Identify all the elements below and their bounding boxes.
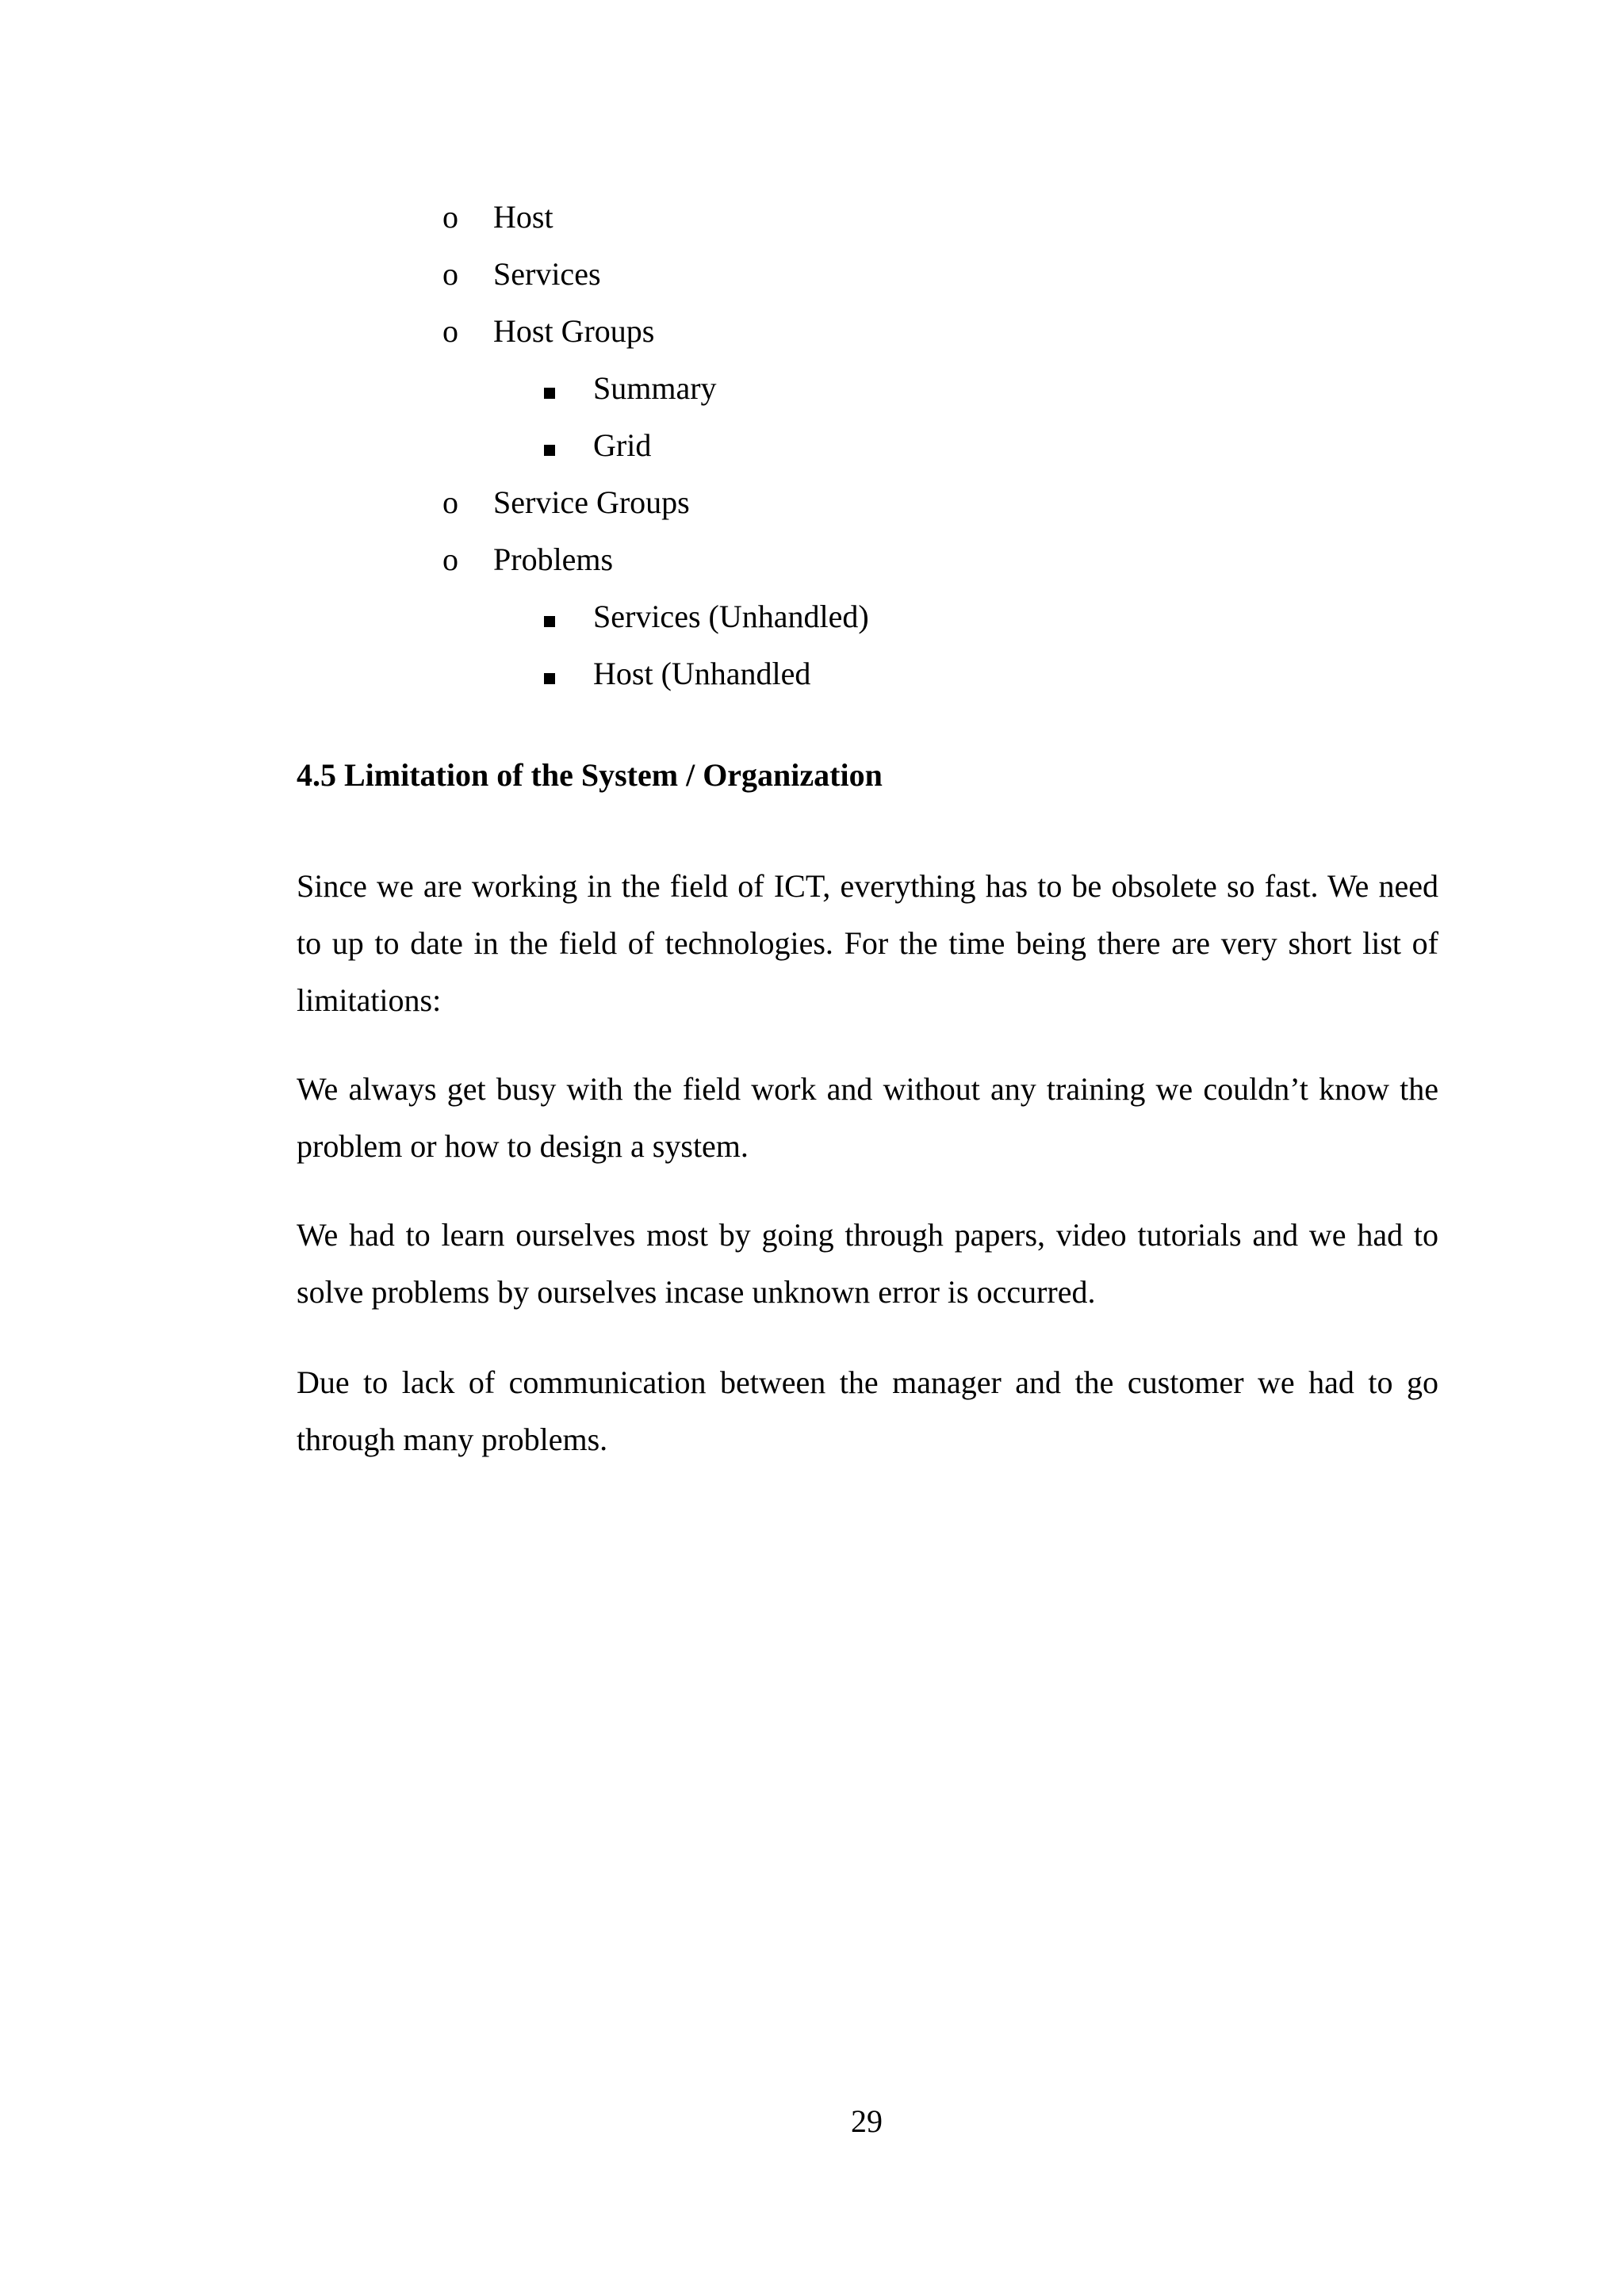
list-item-text: Services (493, 256, 601, 292)
hollow-circle-bullet-icon: o (442, 541, 458, 577)
body-paragraph: Due to lack of communication between the manager and the customer we had to go through many problems. (297, 1364, 1438, 1457)
square-bullet-icon (544, 598, 555, 636)
body-paragraph: We had to learn ourselves most by going through papers, video tutorials and we had to solve problems by ourselves incase unknown error is occurred. (297, 1217, 1438, 1310)
square-bullet-icon (544, 369, 555, 408)
square-bullet-icon (544, 655, 555, 693)
list-item-text: Host (493, 199, 553, 235)
list-item-text: Host Groups (493, 313, 655, 349)
hollow-circle-bullet-icon: o (442, 484, 458, 520)
hollow-circle-bullet-icon: o (442, 313, 458, 349)
list-item-text: Problems (493, 541, 614, 577)
list-item-text: Service Groups (493, 484, 690, 520)
body-paragraph: Since we are working in the field of ICT, everything has to be obsolete so fast. We need to up to date in the field of technologies. For the time being there are very short list of limitations: (297, 868, 1438, 1018)
section-heading: 4.5 Limitation of the System / Organization (297, 757, 883, 793)
square-bullet-icon (544, 427, 555, 465)
list-item-text: Host (Unhandled (593, 656, 811, 691)
hollow-circle-bullet-icon: o (442, 256, 458, 292)
page-number: 29 (851, 2103, 883, 2139)
hollow-circle-bullet-icon: o (442, 199, 458, 235)
list-item-text: Grid (593, 427, 652, 463)
list-item-text: Summary (593, 370, 717, 406)
list-item-text: Services (Unhandled) (593, 599, 869, 634)
body-paragraph: We always get busy with the field work and without any training we couldn’t know the problem or how to design a system. (297, 1071, 1438, 1164)
